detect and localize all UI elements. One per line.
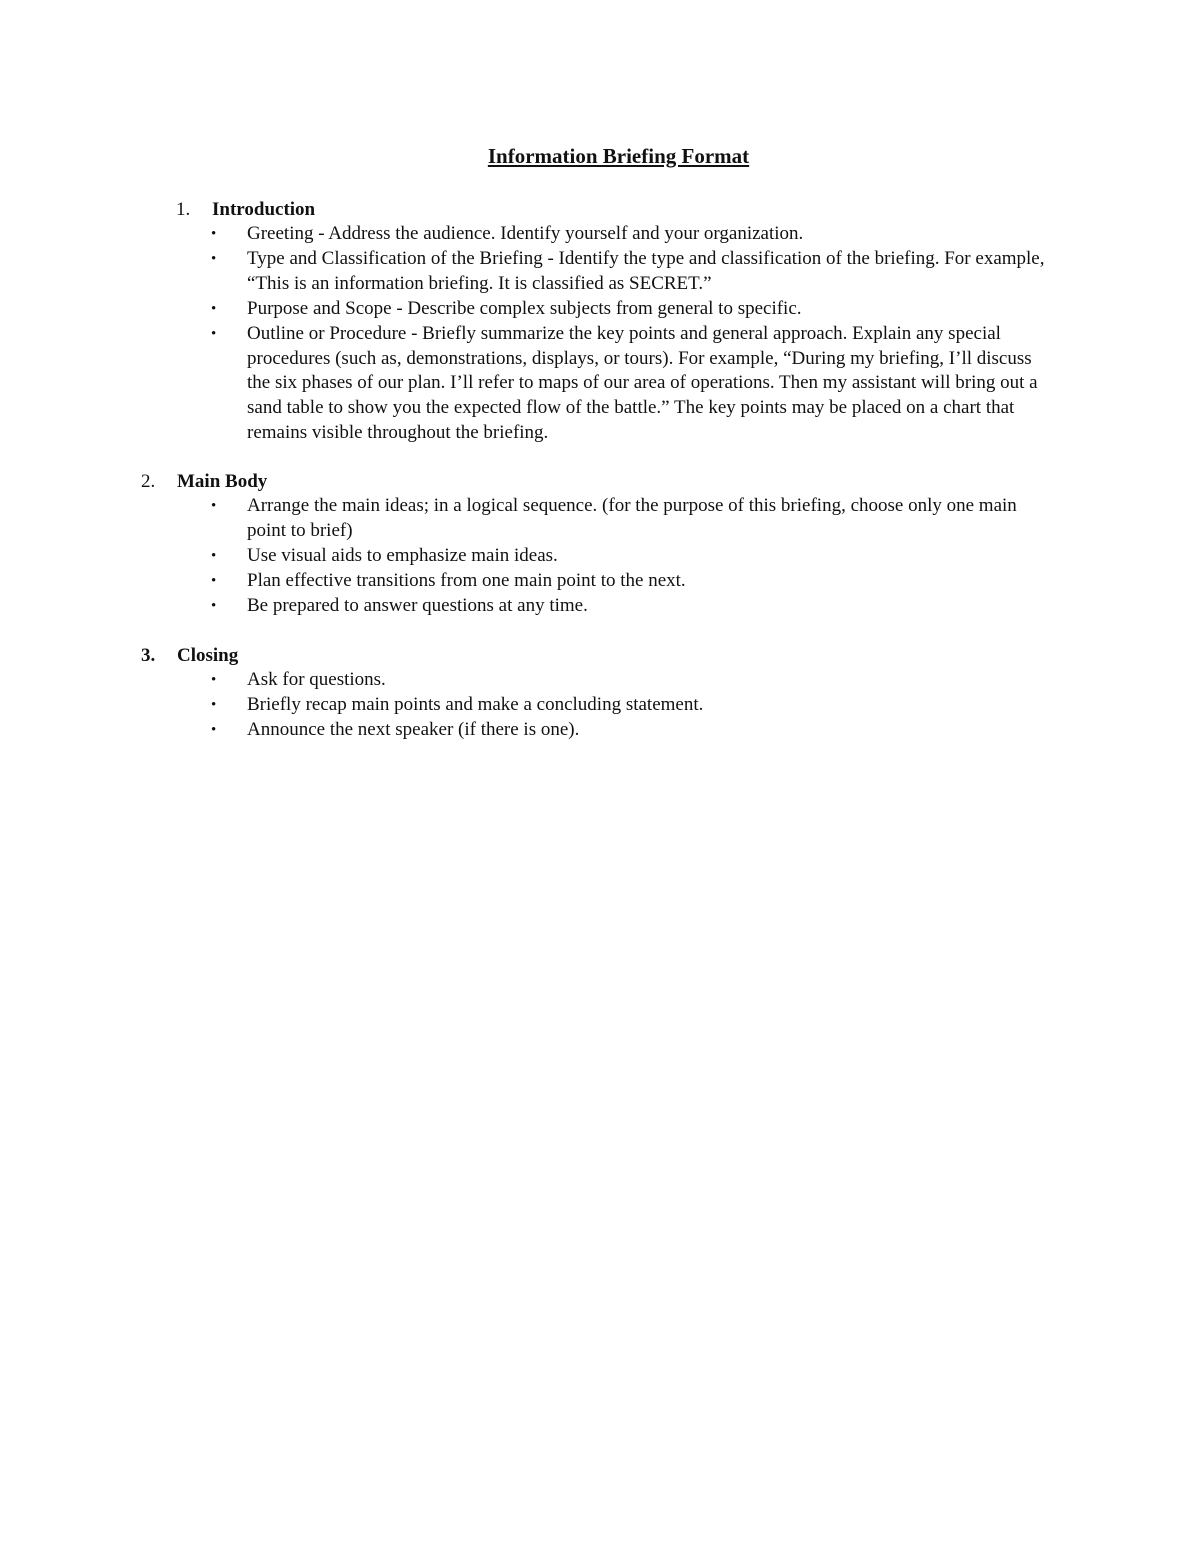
section-main-body	[0, 469, 1200, 619]
list-item	[0, 494, 1052, 544]
section-closing	[0, 643, 1200, 743]
bullet-text: Be prepared to answer questions at any time.	[247, 594, 588, 616]
bullet-list	[0, 494, 1200, 619]
bullet-icon: •	[211, 547, 217, 564]
bullet-icon: •	[211, 498, 217, 514]
list-item	[0, 297, 1052, 322]
section-number: 3.	[141, 645, 156, 666]
bullet-text: Announce the next speaker (if there is one).	[247, 718, 580, 740]
bullet-icon: •	[211, 672, 217, 688]
list-item	[0, 544, 1052, 569]
list-item	[0, 222, 1052, 247]
list-item	[0, 718, 1052, 743]
bullet-text: Briefly recap main points and make a concluding statement.	[247, 693, 704, 715]
bullet-icon: •	[211, 226, 217, 242]
section-title: Introduction	[212, 199, 316, 220]
bullet-text: Plan effective transitions from one main point to the next.	[247, 569, 686, 591]
list-item	[0, 569, 1052, 594]
section-number: 1.	[176, 199, 191, 220]
bullet-text: Type and Classification of the Briefing - Identify the type and classification of the briefing. For example, “This is an information briefing. It is classified as SECRET.”	[247, 247, 1045, 294]
bullet-icon: •	[211, 597, 217, 614]
list-item	[0, 693, 1052, 718]
bullet-icon: •	[211, 250, 217, 267]
bullet-icon: •	[211, 325, 217, 342]
section-title: Main Body	[177, 471, 268, 492]
section-heading	[0, 197, 1200, 222]
bullet-text: Ask for questions.	[247, 669, 386, 690]
bullet-icon: •	[211, 300, 217, 317]
bullet-list	[0, 222, 1200, 446]
section-number: 2.	[141, 471, 156, 492]
bullet-text: Arrange the main ideas; in a logical sequence. (for the purpose of this briefing, choose only one main point to brief)	[247, 495, 1017, 541]
bullet-text: Purpose and Scope - Describe complex subjects from general to specific.	[247, 297, 802, 319]
bullet-text: Greeting - Address the audience. Identify yourself and your organization.	[247, 223, 804, 244]
bullet-list	[0, 668, 1200, 743]
list-item	[0, 594, 1052, 619]
bullet-icon: •	[211, 696, 217, 713]
section-heading	[0, 469, 1200, 494]
section-title: Closing	[177, 645, 239, 666]
document-title: Information Briefing Format	[487, 144, 750, 168]
bullet-text: Outline or Procedure - Briefly summarize the key points and general approach. Explain any special procedures (such as, demonstrations, displays, or tours). For example, “During my briefing, I’ll discuss the six phases of our plan. I’ll refer to maps of our area of operations. Then my assistant will bring out a sand table to show you the expected flow of the battle.” The key points may be placed on a chart that remains visible throughout the briefing.	[247, 322, 1038, 444]
list-item	[0, 668, 1052, 693]
bullet-icon: •	[211, 721, 217, 738]
bullet-icon: •	[211, 572, 217, 589]
section-introduction	[0, 197, 1200, 446]
list-item	[0, 247, 1052, 297]
section-heading	[0, 643, 1200, 668]
bullet-text: Use visual aids to emphasize main ideas.	[247, 544, 558, 566]
list-item	[0, 322, 1052, 447]
